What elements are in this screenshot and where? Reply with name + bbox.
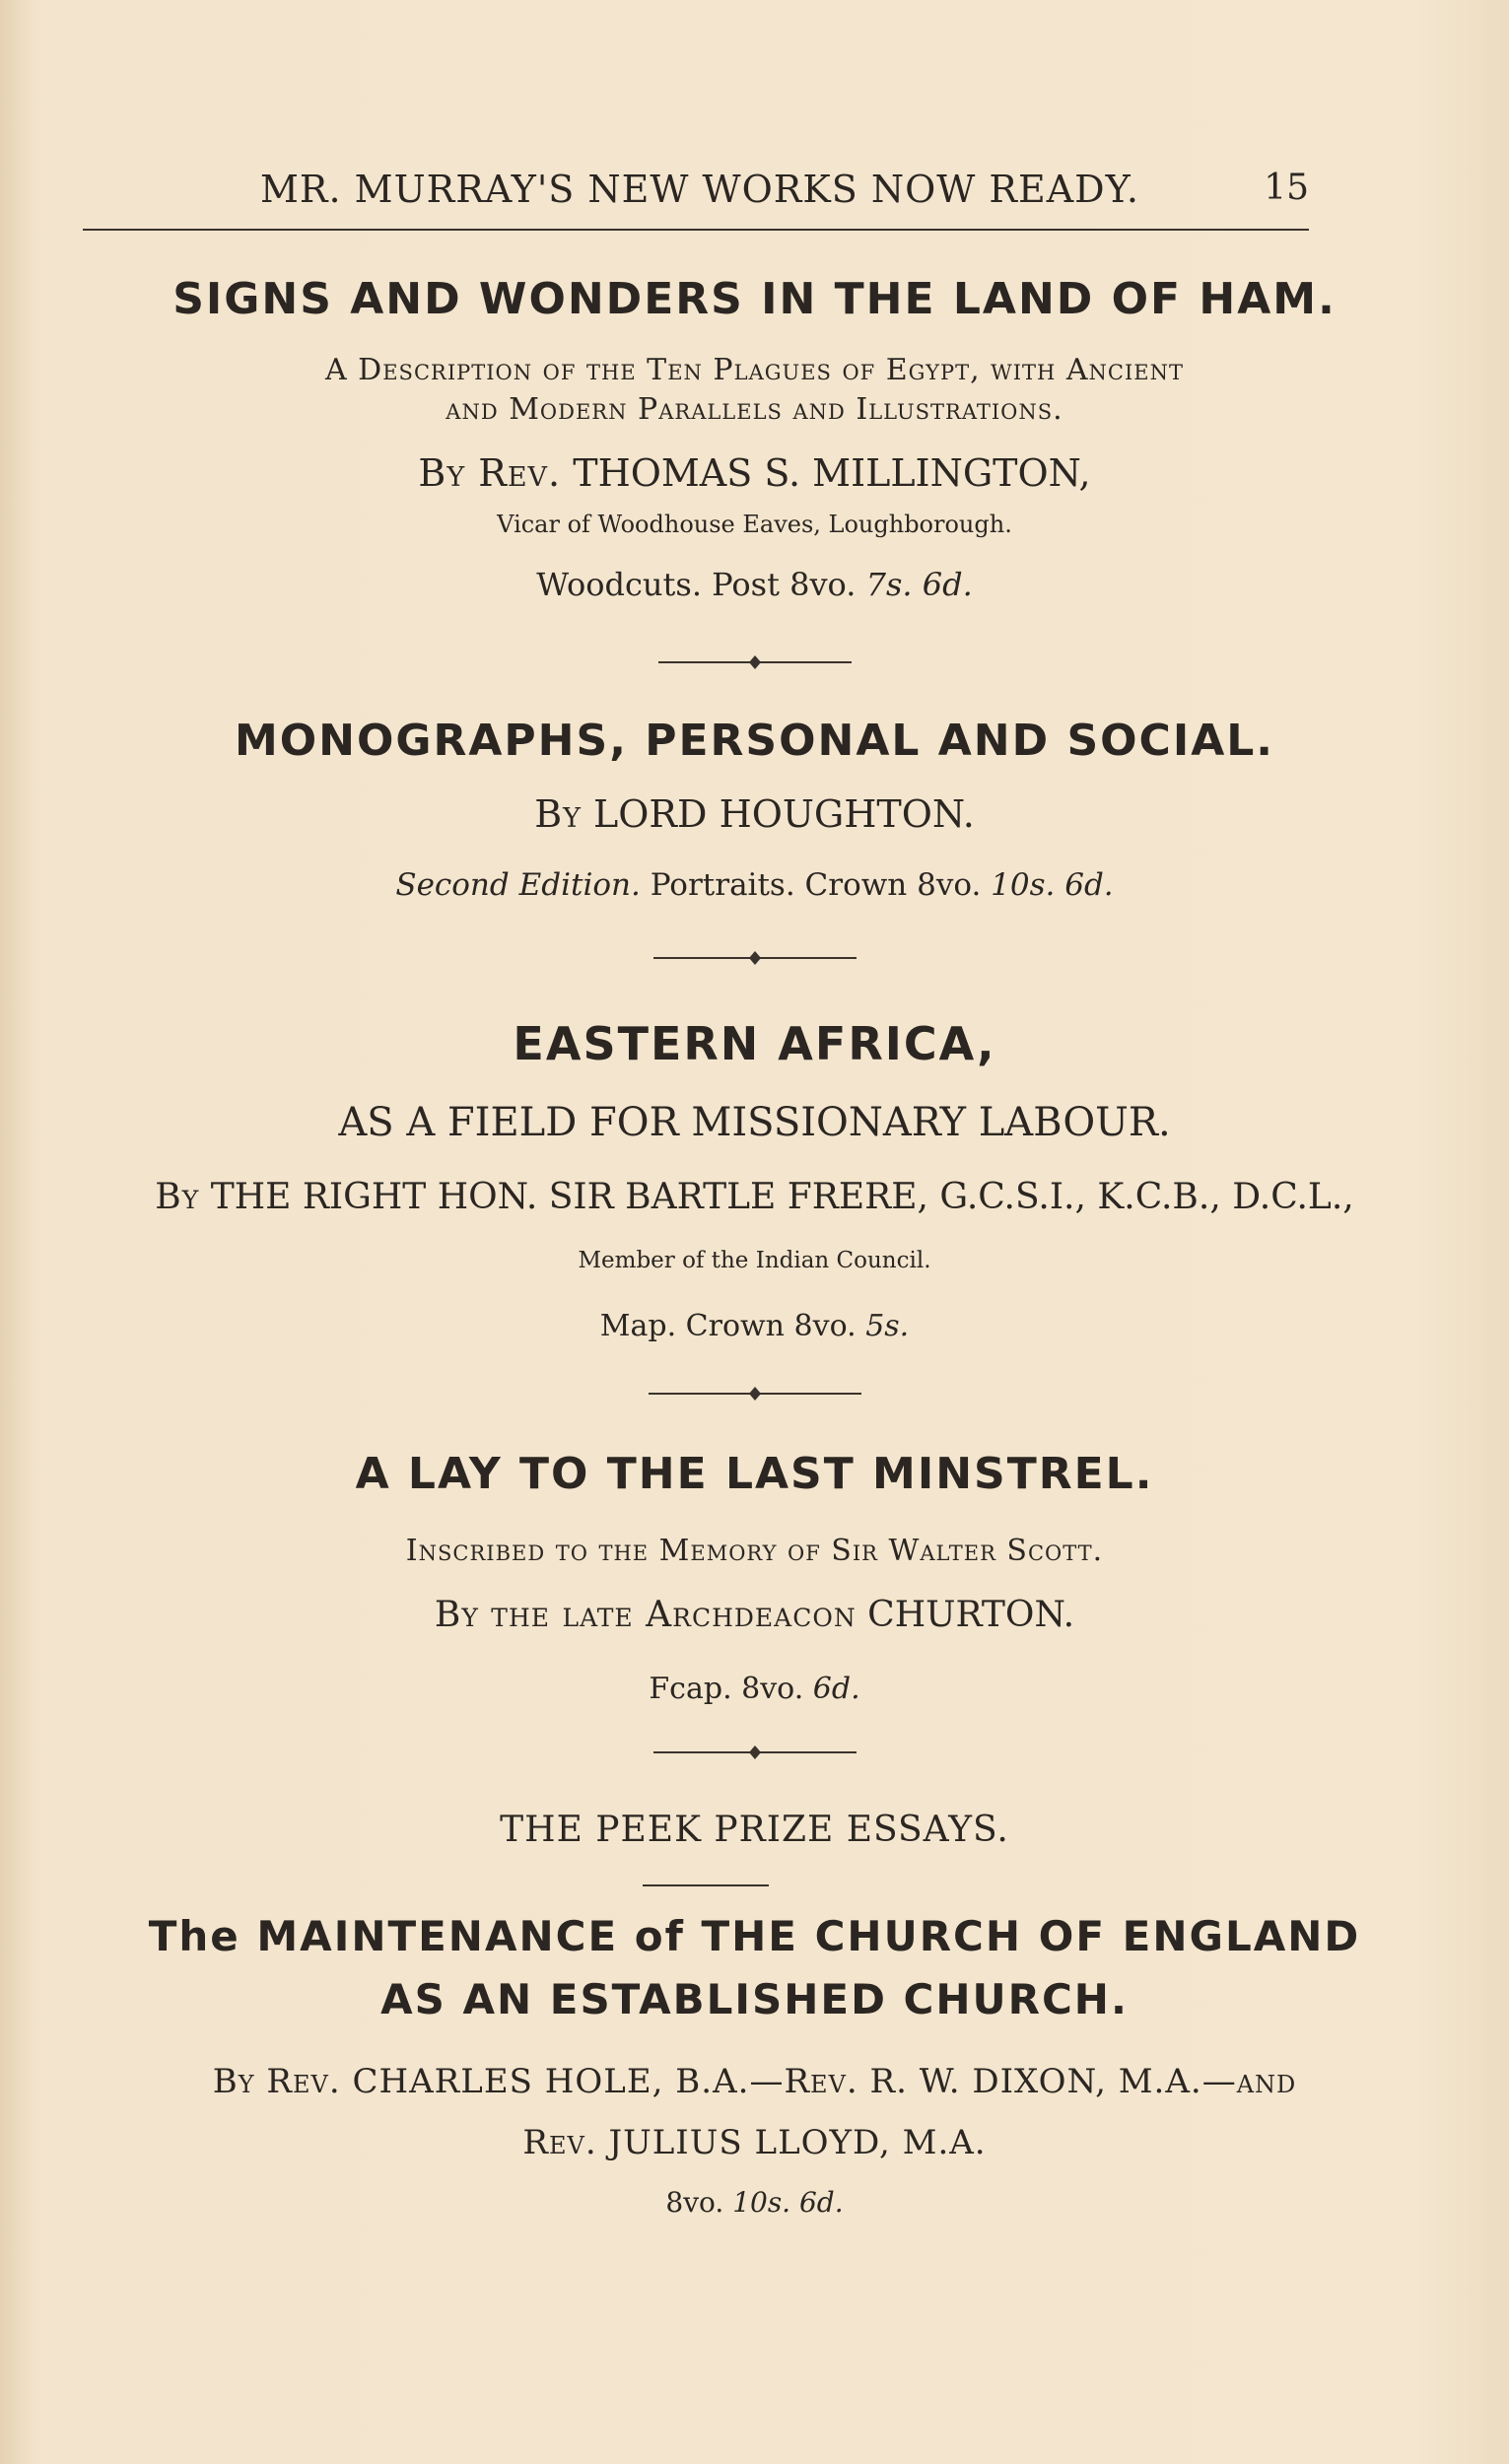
- entry-1-details-line: [0, 566, 1509, 603]
- entry-1-price: 7s. 6d.: [865, 566, 973, 603]
- entry-2-price: 10s. 6d.: [991, 867, 1114, 903]
- entry-4-by: By the late Archdeacon: [434, 1595, 857, 1635]
- entry-3-title: EASTERN AFRICA,: [513, 1017, 996, 1070]
- entry-5-title-line1: The MAINTENANCE of THE CHURCH OF ENGLAND: [148, 1912, 1361, 1960]
- entry-1-title: SIGNS AND WONDERS IN THE LAND OF HAM.: [172, 274, 1337, 324]
- entry-4-title: A LAY TO THE LAST MINSTREL.: [355, 1449, 1154, 1499]
- entry-5-price: 10s. 6d.: [732, 2186, 844, 2219]
- entry-5-byline-line2: Rev. JULIUS LLOYD, M.A.: [522, 2123, 987, 2162]
- entry-4-byline: [0, 1595, 1509, 1635]
- entry-3-price: 5s.: [865, 1309, 910, 1343]
- series-rule: [643, 1884, 769, 1886]
- entry-5-series: THE PEEK PRIZE ESSAYS.: [500, 1810, 1009, 1850]
- running-header-title: MR. MURRAY'S NEW WORKS NOW READY.: [260, 168, 1139, 211]
- entry-2-title: MONOGRAPHS, PERSONAL AND SOCIAL.: [234, 716, 1275, 766]
- entry-1-byline: [0, 451, 1509, 495]
- running-header: [83, 168, 1309, 217]
- entry-3-details-line: [0, 1309, 1509, 1343]
- entry-2-details: Portraits. Crown 8vo.: [650, 867, 982, 903]
- header-rule: [83, 229, 1309, 231]
- entry-2-by: By: [534, 792, 582, 836]
- page-number: 15: [1264, 168, 1309, 208]
- entry-3-details: Map. Crown 8vo.: [599, 1309, 857, 1343]
- entry-2-byline: [0, 792, 1509, 836]
- entry-5-details: 8vo.: [665, 2186, 724, 2219]
- entry-3-subtitle: AS A FIELD FOR MISSIONARY LABOUR.: [338, 1100, 1171, 1145]
- entry-4-details: Fcap. 8vo.: [649, 1672, 804, 1706]
- entry-4-author: CHURTON.: [867, 1595, 1075, 1635]
- entry-3-by: By: [155, 1177, 200, 1217]
- entry-3-byline: [0, 1177, 1509, 1217]
- entry-4-subtitle: Inscribed to the Memory of Sir Walter Scott.: [405, 1534, 1104, 1568]
- entry-2-author: LORD HOUGHTON.: [593, 792, 975, 836]
- ornament-divider-3: [0, 1384, 1509, 1403]
- entry-1-details: Woodcuts. Post 8vo.: [536, 566, 857, 603]
- entry-5-title-line2: AS AN ESTABLISHED CHURCH.: [380, 1975, 1129, 2023]
- entry-1-subtitle-line1: A Description of the Ten Plagues of Egypt, with Ancient: [324, 353, 1185, 387]
- entry-1-author: THOMAS S. MILLINGTON,: [573, 451, 1091, 495]
- ornament-divider-4: [0, 1743, 1509, 1762]
- entry-1-affiliation: Vicar of Woodhouse Eaves, Loughborough.: [497, 511, 1012, 538]
- ornament-divider-1: [0, 652, 1509, 672]
- entry-3-author: THE RIGHT HON. SIR BARTLE FRERE, G.C.S.I., K.C.B., D.C.L.,: [210, 1177, 1354, 1217]
- entry-5-details-line: [0, 2186, 1509, 2219]
- entry-4-price: 6d.: [812, 1672, 860, 1706]
- entry-1-subtitle-line2: and Modern Parallels and Illustrations.: [446, 392, 1063, 427]
- entry-5-byline-line1: By Rev. CHARLES HOLE, B.A.—Rev. R. W. DIXON, M.A.—and: [212, 2062, 1297, 2101]
- ornament-divider-2: [0, 948, 1509, 968]
- entry-2-edition: Second Edition.: [395, 867, 641, 903]
- entry-4-details-line: [0, 1672, 1509, 1706]
- entry-3-affiliation: Member of the Indian Council.: [578, 1248, 931, 1273]
- entry-2-details-line: [0, 867, 1509, 903]
- entry-1-by: By Rev.: [418, 451, 562, 495]
